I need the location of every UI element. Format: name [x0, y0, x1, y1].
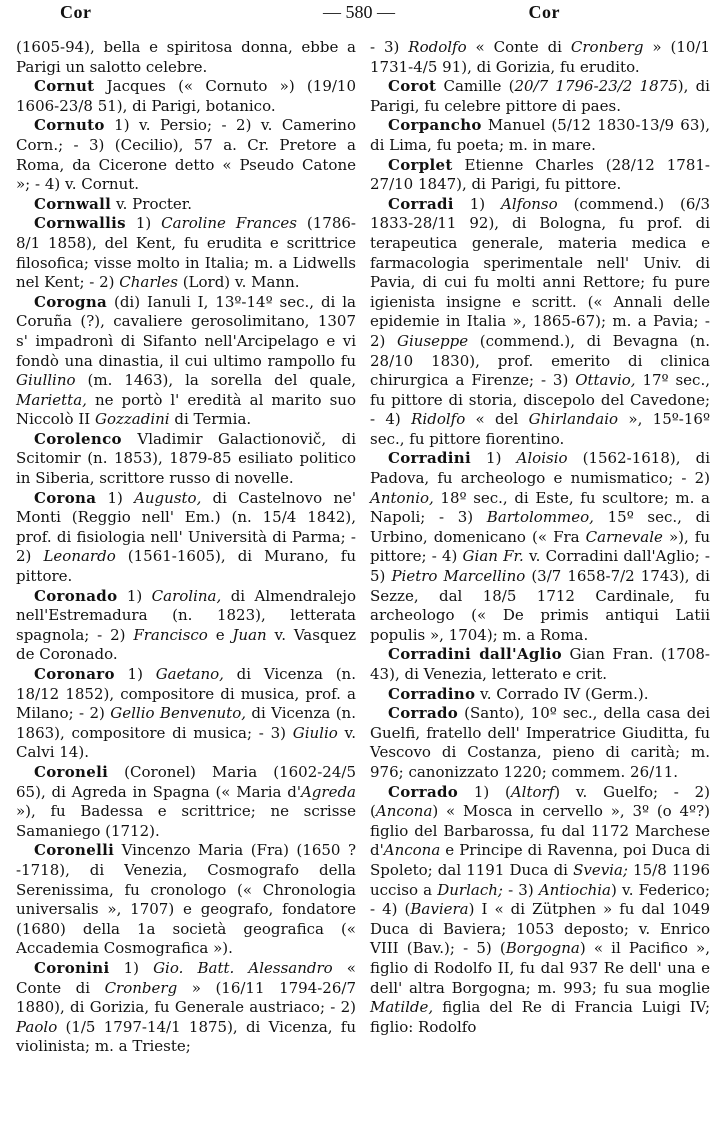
- italic-text: Gaetano,: [155, 665, 224, 683]
- entry-headword: Corplet: [388, 155, 453, 174]
- dictionary-entry: [370, 685, 710, 705]
- entry-text: 1): [125, 214, 162, 233]
- italic-text: Carolina,: [151, 586, 222, 605]
- entry-text: ) v. Federico; - 4) (: [370, 880, 710, 919]
- entry-text: « Conte di: [16, 958, 356, 997]
- italic-text: Augusto,: [134, 488, 202, 507]
- entry-text: « del: [465, 410, 529, 429]
- entry-headword: Corpancho: [388, 116, 482, 135]
- italic-text: Cronberg: [570, 38, 644, 56]
- entry-text: ), di Parigi, fu celebre pittore di paes.: [370, 77, 710, 115]
- entry-text: - 3): [370, 38, 409, 56]
- entry-text: ) « Mosca in cervello », 3º (o 4º?) figlio del Barbarossa, fu dal 1172 Marchese d': [370, 802, 710, 860]
- entry-text: (Lord) v. Mann.: [177, 273, 300, 292]
- entry-text: 1): [453, 194, 502, 213]
- italic-text: Altorf: [510, 782, 555, 801]
- italic-text: Ancona: [383, 841, 441, 860]
- entry-text: e: [207, 625, 233, 644]
- italic-text: Gian Fr.: [462, 547, 524, 566]
- dictionary-entry: [16, 195, 356, 215]
- italic-text: Durlach;: [437, 880, 503, 899]
- entry-text: ) I « di Zütphen » fu dal 1049 Duca di Baviera; 1053 deposto; v. Enrico VIII (Bav.); - 5) (: [370, 900, 710, 958]
- italic-text: 20/7 1796-23/2 1875: [514, 77, 678, 96]
- italic-text: Caroline Frances: [161, 214, 297, 233]
- entry-text: 1) (: [458, 782, 511, 801]
- entry-text: (1605-94), bella e spiritosa donna, ebbe a Parigi un salotto celebre.: [16, 38, 356, 76]
- header-left-headword: Cor: [60, 2, 92, 22]
- header-right-headword: Cor: [528, 2, 560, 22]
- entry-text: (m. 1463), la sorella del quale,: [75, 371, 356, 390]
- dictionary-entry: [16, 116, 356, 194]
- entry-headword: Coronini: [34, 958, 110, 977]
- entry-text: v. Corrado IV (Germ.).: [475, 684, 649, 703]
- italic-text: Charles: [119, 273, 178, 292]
- entry-text: 15º sec., di Urbino, domenicano (« Fra: [370, 508, 710, 546]
- entry-text: ne portò l' eredità al marito suo Niccolò II: [16, 390, 356, 429]
- entry-text: di Castelnovo ne' Monti (Reggio nell' Em.) (n. 15/4 1842), prof. di fisiologia nell' Università di Parma; - 2): [16, 488, 356, 566]
- italic-text: Cronberg: [104, 978, 178, 997]
- entry-headword: Coronaro: [34, 665, 115, 683]
- dictionary-entry: [370, 195, 710, 450]
- entry-text: 1): [114, 665, 156, 683]
- entry-text: (di) Ianuli I, 13º-14º sec., di la Coruña (?), cavaliere gerosolimitano, 1307 s' impadronì di Sifanto nell'Arcipelago e vi fondò una dinastia, il cui ultimo rampollo fu: [16, 292, 356, 370]
- entry-headword: Corradino: [388, 684, 476, 703]
- entry-text: v. Calvi 14).: [16, 723, 356, 762]
- entry-text: Jacques (« Cornuto ») (19/10 1606-23/8 51), di Parigi, botanico.: [16, 77, 356, 115]
- italic-text: Alfonso: [501, 194, 558, 213]
- italic-text: Borgogna: [505, 939, 580, 958]
- dictionary-entry: [370, 783, 710, 1038]
- italic-text: Baviera: [410, 900, 469, 919]
- italic-text: Aloisio: [516, 449, 568, 468]
- entry-text: (1561-1605), di Murano, fu pittore.: [16, 547, 356, 586]
- entry-headword: Corogna: [34, 292, 108, 311]
- entry-headword: Corolenco: [34, 429, 122, 448]
- italic-text: Francisco: [133, 625, 208, 644]
- entry-headword: Coronado: [34, 586, 118, 605]
- entry-text: Etienne Charles (28/12 1781-27/10 1847), di Parigi, fu pittore.: [370, 155, 710, 194]
- entry-text: 17º sec., fu pittore di storia, discepolo del Cavedone; - 4): [370, 371, 710, 429]
- entry-headword: Corrado: [388, 782, 459, 801]
- italic-text: Marietta,: [16, 390, 87, 409]
- entry-headword: Corradi: [388, 194, 454, 213]
- italic-text: Agreda: [300, 782, 356, 801]
- entry-headword: Corot: [388, 77, 437, 96]
- dictionary-entry: [370, 704, 710, 782]
- entry-headword: Corrado: [388, 704, 459, 723]
- dictionary-entry: [16, 587, 356, 665]
- right-column: [370, 38, 710, 1037]
- entry-text: 1): [109, 958, 154, 977]
- continued-entry: [16, 38, 356, 77]
- entry-text: » (10/1 1731-4/5 91), di Gorizia, fu erudito.: [370, 38, 711, 76]
- page-header: [8, 2, 710, 30]
- italic-text: Giuseppe: [397, 331, 469, 350]
- italic-text: Ghirlandaio: [528, 410, 619, 429]
- entry-text: Camille (: [436, 77, 515, 96]
- entry-text: (commend.) (6/3 1833-28/11 92), di Bologna, fu prof. di terapeutica generale, materia medica e farmacologia sperimentale nell' Univ. di Pavia, di cui fu molti anni Rettore; fu pure igienista insigne e scritt. (« Annali delle epidemie in Italia », 1865-67); m. a Pavia; - 2): [370, 194, 710, 350]
- entry-text: ) « il Pacifico », figlio di Rodolfo II, fu dal 937 Re dell' una e dell' altra Borgogna; m. 993; fu sua moglie: [370, 939, 711, 997]
- entry-text: di Almendralejo nell'Estremadura (n. 1823), letterata spagnola; - 2): [16, 586, 356, 644]
- entry-text: - 3): [502, 880, 539, 899]
- entry-headword: Corradini dall'Aglio: [388, 645, 562, 664]
- dictionary-entry: [16, 959, 356, 1057]
- entry-text: v. Corradini dall'Aglio; - 5): [370, 547, 710, 586]
- entry-text: « Conte di: [466, 38, 571, 56]
- entry-headword: Coronelli: [34, 841, 115, 860]
- dictionary-entry: [370, 77, 710, 116]
- dictionary-entry: [16, 763, 356, 841]
- entry-text: Vladimir Galactionovič, di Scitomir (n. 1853), 1879-85 esiliato politico in Siberia, scrittore russo di novelle.: [16, 429, 356, 488]
- dictionary-entry: [16, 489, 356, 587]
- entry-text: 1) v. Persio; - 2) v. Camerino Corn.; - 3) (Cecilio), 57 a. Cr. Pretore a Roma, da Cicerone detto « Pseudo Catone »; - 4) v. Cornut.: [16, 116, 356, 194]
- dictionary-entry: [16, 77, 356, 116]
- entry-text: » (16/11 1794-26/7 1880), di Gorizia, fu Generale austriaco; - 2): [16, 978, 356, 1017]
- entry-text: (1/5 1797-14/1 1875), di Vicenza, fu violinista; m. a Trieste;: [16, 1017, 356, 1056]
- dictionary-entry: [16, 430, 356, 489]
- italic-text: Ancona: [375, 802, 433, 821]
- entry-text: 1): [470, 449, 517, 468]
- entry-headword: Cornwallis: [34, 214, 126, 233]
- entry-text: ) v. Guelfo; - 2) (: [370, 782, 710, 821]
- entry-text: di Vicenza (n. 18/12 1852), compositore di musica, prof. a Milano; - 2): [16, 665, 356, 723]
- italic-text: Gio. Batt. Alessandro: [153, 958, 333, 977]
- page-number: — 580 —: [323, 2, 395, 22]
- continued-entry: [370, 38, 710, 77]
- italic-text: Gellio Benvenuto,: [110, 704, 246, 723]
- italic-text: Matilde,: [370, 998, 434, 1017]
- italic-text: Antonio,: [370, 488, 434, 507]
- entry-text: di Termia.: [169, 410, 252, 429]
- dictionary-entry: [16, 841, 356, 959]
- italic-text: Leonardo: [43, 547, 116, 566]
- entry-text: (commend.), di Bevagna (n. 28/10 1830), prof. emerito di clinica chirurgica a Firenze; - 3): [370, 331, 710, 390]
- entry-text: Vincenzo Maria (Fra) (1650 ?-1718), di Venezia, Cosmografo della Serenissima, fu cronologo (« Chronologia universalis », 1707) e geografo, fondatore (1680) della 1a società geografica (« Accademia Cosmografica »).: [16, 841, 356, 958]
- dictionary-entry: [16, 293, 356, 430]
- entry-text: Manuel (5/12 1830-13/9 63), di Lima, fu poeta; m. in mare.: [370, 116, 710, 154]
- entry-headword: Cornuto: [34, 116, 105, 135]
- entry-text: v. Procter.: [111, 194, 193, 213]
- entry-text: di Vicenza (n. 1863), compositore di musica; - 3): [16, 704, 356, 742]
- entry-headword: Cornwall: [34, 194, 112, 213]
- dictionary-entry: [370, 116, 710, 155]
- dictionary-entry: [370, 645, 710, 684]
- italic-text: Rodolfo: [408, 38, 467, 56]
- dictionary-entry: [370, 156, 710, 195]
- italic-text: Bartolommeo,: [486, 508, 594, 527]
- entry-text: »), fu pittore; - 4): [370, 527, 710, 566]
- entry-text: (3/7 1658-7/2 1743), di Sezze, dal 18/5 1712 Cardinale, fu archeologo (« De primis antiqui Latii populis », 1704); m. a Roma.: [370, 567, 710, 644]
- dictionary-entry: [16, 214, 356, 292]
- entry-text: Gian Fran. (1708-43), di Venezia, letterato e crit.: [370, 645, 710, 683]
- entry-text: (Coronel) Maria (1602-24/5 65), di Agreda in Spagna (« Maria d': [16, 762, 356, 801]
- entry-text: 18º sec., di Este, fu scultore; m. a Napoli; - 3): [370, 488, 710, 527]
- italic-text: Giullino: [16, 371, 76, 390]
- italic-text: Ridolfo: [411, 410, 466, 429]
- entry-headword: Coroneli: [34, 762, 109, 781]
- entry-headword: Cornut: [34, 77, 95, 96]
- italic-text: Paolo: [16, 1017, 58, 1036]
- dictionary-entry: [16, 665, 356, 763]
- italic-text: Giulio: [292, 723, 338, 742]
- entry-text: (1562-1618), di Padova, fu archeologo e numismatico; - 2): [370, 449, 710, 488]
- entry-text: figlia del Re di Francia Luigi IV; figlio: Rodolfo: [370, 998, 710, 1036]
- italic-text: Antiochia: [538, 880, 611, 899]
- entry-text: »), fu Badessa e scrittrice; ne scrisse Samaniego (1712).: [16, 802, 356, 840]
- italic-text: Carnevale: [585, 527, 663, 546]
- entry-text: v. Vasquez de Coronado.: [16, 625, 356, 664]
- dictionary-entry: [370, 449, 710, 645]
- entry-text: 15/8 1196 ucciso a: [370, 860, 710, 899]
- entry-text: 1): [117, 586, 152, 605]
- left-column: [16, 38, 356, 1057]
- entry-text: e Principe di Ravenna, poi Duca di Spoleto; dal 1191 Duca di: [370, 841, 710, 879]
- entry-text: (Santo), 10º sec., della casa dei Guelfi, fratello dell' Imperatrice Giuditta, fu Vescovo di Costanza, pieno di carità; m. 976; canonizzato 1220; commem. 26/11.: [370, 704, 710, 781]
- entry-text: », 15º-16º sec., fu pittore fiorentino.: [370, 410, 711, 448]
- entry-text: (1786-8/1 1858), del Kent, fu erudita e scrittrice filosofica; visse molto in Italia; m. a Lidwells nel Kent; - 2): [16, 214, 356, 292]
- italic-text: Svevia;: [573, 860, 628, 879]
- entry-headword: Corradini: [388, 449, 471, 468]
- entry-text: 1): [96, 488, 135, 507]
- italic-text: Juan: [232, 625, 267, 644]
- entry-headword: Corona: [34, 488, 97, 507]
- italic-text: Gozzadini: [94, 410, 170, 429]
- italic-text: Ottavio,: [575, 371, 636, 390]
- italic-text: Pietro Marcellino: [391, 567, 526, 586]
